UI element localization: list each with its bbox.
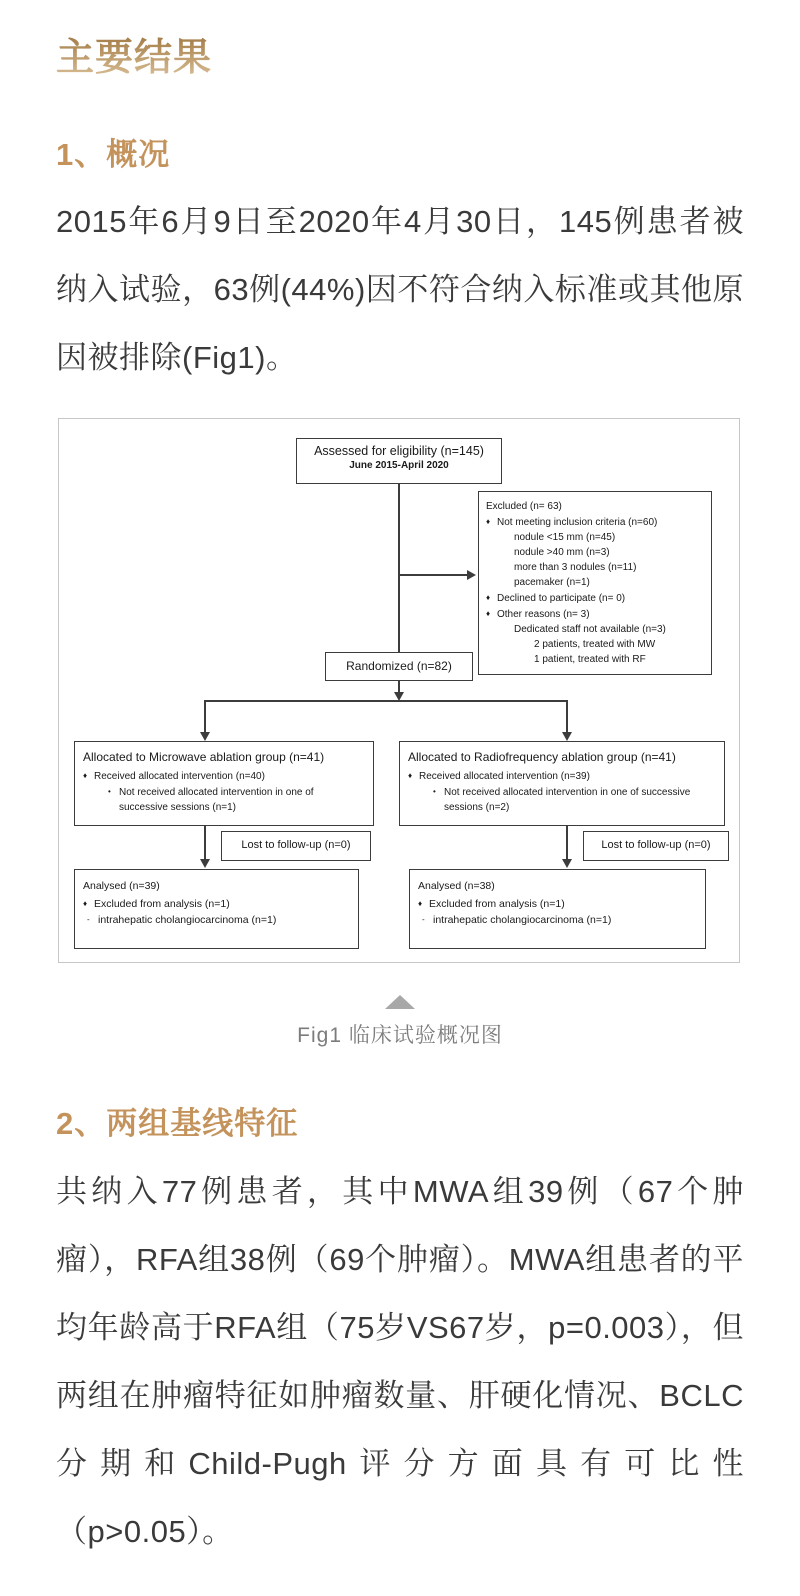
flow-item [408,784,716,815]
allocated-rfa-box [399,741,725,826]
flow-item [486,622,704,637]
flow-item-text: Received allocated intervention (n=39) [419,771,590,783]
analysed-rfa-title: Analysed (n=38) [418,880,495,893]
flow-item-text: nodule >40 mm (n=3) [514,547,610,559]
flow-item-text: intrahepatic cholangiocarcinoma (n=1) [433,914,612,927]
excluded-box [478,491,712,675]
dash-bullet-icon: - [422,915,425,925]
flow-item [486,575,704,590]
analysed-rfa-box [409,869,706,949]
fig1-consort-flow-diagram [58,418,740,963]
flow-item [486,652,704,667]
bullet-icon: • [108,787,111,797]
flow-item-text: 1 patient, treated with RF [534,654,646,666]
diamond-bullet-icon: ♦ [486,593,491,603]
flow-item [408,768,716,784]
flow-item-text: intrahepatic cholangiocarcinoma (n=1) [98,914,277,927]
figure-caption: Fig1 临床试验概况图 [297,1024,503,1048]
connector-line [566,700,568,733]
connector-line [205,700,568,702]
allocated-mwa-box [74,741,374,826]
flow-item [83,896,350,912]
analysed-mwa-title: Analysed (n=39) [83,880,160,893]
bullet-icon: • [433,787,436,797]
lost-followup-mwa-box: Lost to follow-up (n=0) [221,831,371,861]
lost-followup-rfa-box: Lost to follow-up (n=0) [583,831,729,861]
analysed-mwa-box [74,869,359,949]
section-2-paragraph: 共纳入77例患者，其中MWA组39例（67个肿瘤），RFA组38例（69个肿瘤）。MWA组患者的平均年龄高于RFA组（75岁VS67岁，p=0.003），但两组在肿瘤特征如肿瘤数量、肝硬化情况、BCLC分期和Child-Pugh评分方面具有可比性（p>0.05）。 [56,1174,744,1550]
flow-item [83,912,350,928]
diamond-bullet-icon: ♦ [486,609,491,619]
connector-line [566,826,568,859]
flow-item [418,896,697,912]
flow-item-text: pacemaker (n=1) [514,577,590,589]
diamond-bullet-icon: ♦ [486,517,491,527]
connector-line [204,826,206,859]
flow-item [486,545,704,560]
flow-item-text: Excluded from analysis (n=1) [94,898,230,911]
flow-item [83,768,365,784]
flow-item [486,637,704,652]
diamond-bullet-icon: ♦ [83,771,88,781]
flow-item-text: Other reasons (n= 3) [497,609,590,621]
flow-item [418,912,697,928]
section-2-heading: 2、两组基线特征 [56,1106,299,1142]
flow-item-text: Not received allocated intervention in one of successive sessions (n=2) [444,787,691,814]
diamond-bullet-icon: ♦ [83,899,88,909]
arrow-down-icon [562,859,572,868]
flow-item-text: more than 3 nodules (n=11) [514,562,637,574]
flow-item-text: Received allocated intervention (n=40) [94,771,265,783]
arrow-down-icon [200,732,210,741]
arrow-right-icon [467,570,476,580]
connector-line [204,700,206,733]
diamond-bullet-icon: ♦ [418,899,423,909]
flow-item [486,560,704,575]
page-title: 主要结果 [56,34,744,80]
allocated-mwa-title: Allocated to Microwave ablation group (n=41) [83,750,325,765]
flow-item-text: nodule <15 mm (n=45) [514,532,616,544]
connector-line [398,484,400,652]
flow-item [486,590,704,606]
flow-item [83,784,365,815]
arrow-down-icon [200,859,210,868]
flow-item-text: Not received allocated intervention in one of successive sessions (n=1) [119,787,314,814]
diamond-bullet-icon: ♦ [408,771,413,781]
assessed-dates: June 2015-April 2020 [349,460,449,472]
section-1-heading: 1、概况 [56,136,171,172]
connector-line [398,574,468,576]
flow-item [486,530,704,545]
flow-item-text: Declined to participate (n= 0) [497,593,626,605]
collapse-triangle-icon [385,995,415,1009]
excluded-title: Excluded (n= 63) [486,501,562,513]
dash-bullet-icon: - [87,915,90,925]
flow-item-text: Not meeting inclusion criteria (n=60) [497,517,658,529]
flow-item-text: Excluded from analysis (n=1) [429,898,565,911]
flow-item [486,514,704,530]
section-1-paragraph: 2015年6月9日至2020年4月30日，145例患者被纳入试验，63例(44%)因不符合纳入标准或其他原因被排除(Fig1)。 [56,204,744,376]
assessed-title: Assessed for eligibility (n=145) [314,444,484,459]
assessed-box [296,438,502,484]
flow-item-text: 2 patients, treated with MW [534,639,656,651]
allocated-rfa-title: Allocated to Radiofrequency ablation group (n=41) [408,750,676,765]
flow-item [486,606,704,622]
flow-item-text: Dedicated staff not available (n=3) [514,624,666,636]
randomized-box: Randomized (n=82) [325,652,473,681]
arrow-down-icon [562,732,572,741]
